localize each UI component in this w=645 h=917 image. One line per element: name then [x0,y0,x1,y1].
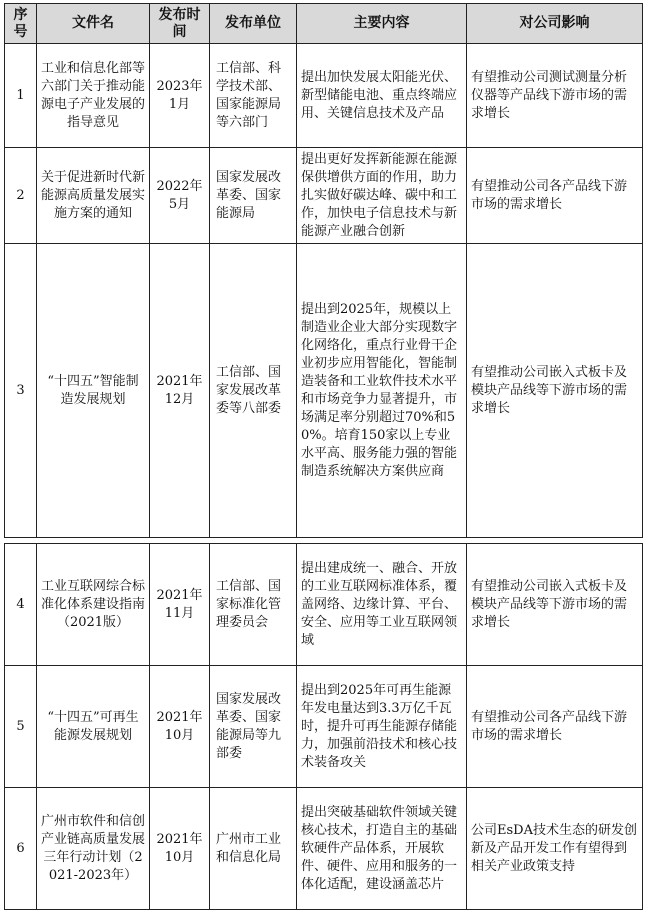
row-file-name: 工业和信息化部等六部门关于推动能源电子产业发展的指导意见 [37,44,150,148]
header-main-content: 主要内容 [297,4,467,44]
row-file-name: “十四五”智能制造发展规划 [37,244,150,538]
row-index: 2 [5,148,37,244]
header-publish-time: 发布时间 [150,4,210,44]
row-file-name: 工业互联网综合标准化体系建设指南（2021版） [37,544,150,666]
table-row [5,44,643,148]
table-row [5,788,643,910]
row-publisher: 工信部、国家标准化管理委员会 [210,544,297,666]
row-index: 6 [5,788,37,910]
row-publish-time: 2021年10月 [150,788,210,910]
row-file-name: 广州市软件和信创产业链高质量发展三年行动计划（2021-2023年） [37,788,150,910]
row-impact: 有望推动公司嵌入式板卡及模块产品线等下游市场的需求增长 [467,244,643,538]
row-main-content: 提出更好发挥新能源在能源保供增供方面的作用，助力扎实做好碳达峰、碳中和工作，加快电子信息技术与新能源产业融合创新 [297,148,467,244]
row-main-content: 提出加快发展太阳能光伏、新型储能电池、重点终端应用、关键信息技术及产品 [297,44,467,148]
row-publish-time: 2023年1月 [150,44,210,148]
row-impact: 有望推动公司各产品线下游市场的需求增长 [467,148,643,244]
table-row [5,666,643,788]
row-publish-time: 2021年10月 [150,666,210,788]
row-index: 4 [5,544,37,666]
header-impact: 对公司影响 [467,4,643,44]
row-index: 5 [5,666,37,788]
header-publisher: 发布单位 [210,4,297,44]
row-publisher: 广州市工业和信息化局 [210,788,297,910]
row-publish-time: 2022年5月 [150,148,210,244]
row-index: 3 [5,244,37,538]
row-impact: 有望推动公司嵌入式板卡及模块产品线等下游市场的需求增长 [467,544,643,666]
row-publisher: 工信部、科学技术部、国家能源局等六部门 [210,44,297,148]
row-publisher: 国家发展改革委、国家能源局等九部委 [210,666,297,788]
table-row [5,544,643,666]
row-publish-time: 2021年11月 [150,544,210,666]
row-index: 1 [5,44,37,148]
row-main-content: 提出建成统一、融合、开放的工业互联网标准体系，覆盖网络、边缘计算、平台、安全、应用等工业互联网领域 [297,544,467,666]
row-main-content: 提出到2025年，规模以上制造业企业大部分实现数字化网络化，重点行业骨干企业初步应用智能化，智能制造装备和工业软件技术水平和市场竞争力显著提升，市场满足率分别超过70%和50%。培育150家以上专业水平高、服务能力强的智能制造系统解决方案供应商 [297,244,467,538]
table-row [5,244,643,538]
header-index: 序号 [5,4,37,44]
table-header-row [5,4,643,44]
row-impact: 有望推动公司测试测量分析仪器等产品线下游市场的需求增长 [467,44,643,148]
row-publisher: 国家发展改革委、国家能源局 [210,148,297,244]
row-file-name: “十四五”可再生能源发展规划 [37,666,150,788]
row-main-content: 提出突破基础软件领域关键核心技术，打造自主的基础软硬件产品体系，开展软件、硬件、应用和服务的一体化适配，建设涵盖芯片 [297,788,467,910]
row-impact: 公司EsDA技术生态的研发创新及产品开发工作有望得到相关产业政策支持 [467,788,643,910]
table-row [5,148,643,244]
header-file-name: 文件名 [37,4,150,44]
row-publish-time: 2021年12月 [150,244,210,538]
policy-table-part-2 [4,543,643,910]
row-publisher: 工信部、国家发展改革委等八部委 [210,244,297,538]
row-main-content: 提出到2025年可再生能源年发电量达到3.3万亿千瓦时，提升可再生能源存储能力，加强前沿技术和核心技术装备攻关 [297,666,467,788]
row-file-name: 关于促进新时代新能源高质量发展实施方案的通知 [37,148,150,244]
row-impact: 有望推动公司各产品线下游市场的需求增长 [467,666,643,788]
policy-table-part-1 [4,3,643,538]
